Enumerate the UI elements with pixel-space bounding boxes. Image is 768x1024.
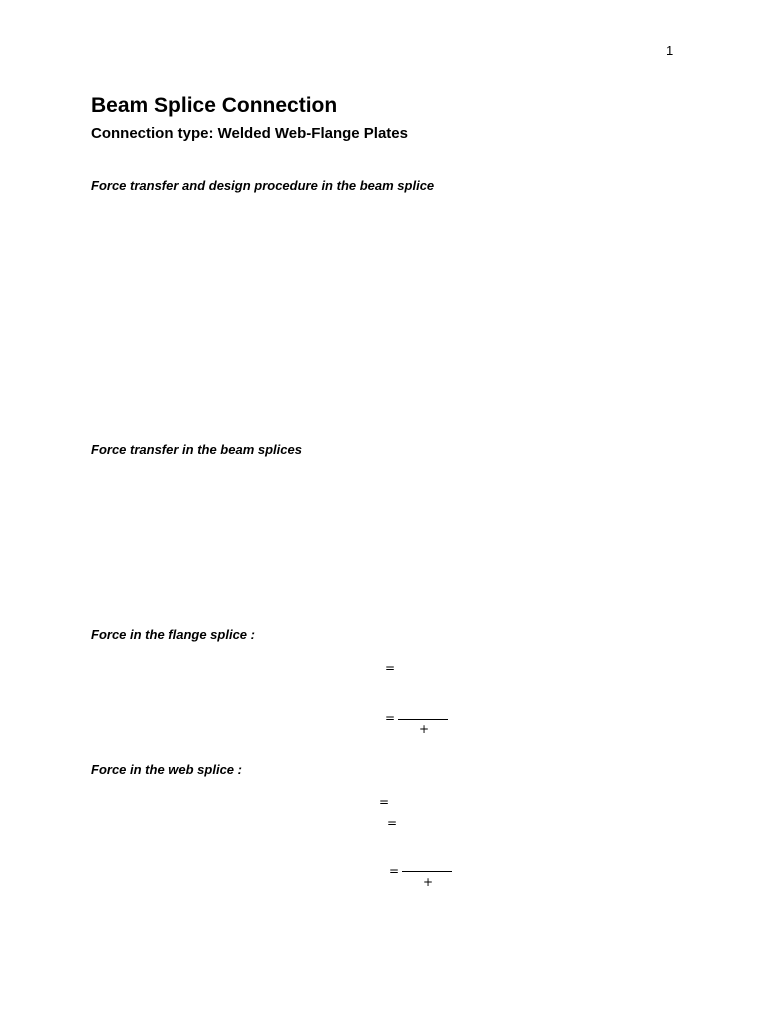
- equals-sign: =: [379, 795, 390, 809]
- equals-sign: =: [389, 864, 400, 878]
- web-equation-3: [389, 865, 469, 891]
- flange-equation-2: [385, 712, 465, 738]
- web-equation-2: [387, 817, 467, 831]
- document-title: Beam Splice Connection: [91, 94, 338, 117]
- section-heading-flange-splice: Force in the flange splice :: [91, 627, 255, 642]
- fraction-bar: [398, 719, 448, 720]
- section-heading-force-transfer-splices: Force transfer in the beam splices: [91, 442, 302, 457]
- section-heading-web-splice: Force in the web splice :: [91, 762, 242, 777]
- page-number: 1: [666, 43, 674, 58]
- equals-sign: =: [385, 711, 396, 725]
- equals-sign: =: [387, 816, 398, 830]
- equals-sign: =: [385, 661, 396, 675]
- flange-equation-1: [385, 662, 465, 676]
- section-heading-force-transfer-design: Force transfer and design procedure in the beam splice: [91, 178, 435, 193]
- figure-placeholder-design-procedure: [91, 205, 677, 430]
- web-equation-1: [379, 796, 459, 810]
- document-subtitle: Connection type: Welded Web-Flange Plates: [91, 125, 408, 142]
- plus-sign: +: [419, 722, 430, 736]
- plus-sign: +: [423, 875, 434, 889]
- figure-placeholder-force-transfer: [91, 468, 677, 613]
- fraction-bar: [402, 871, 452, 872]
